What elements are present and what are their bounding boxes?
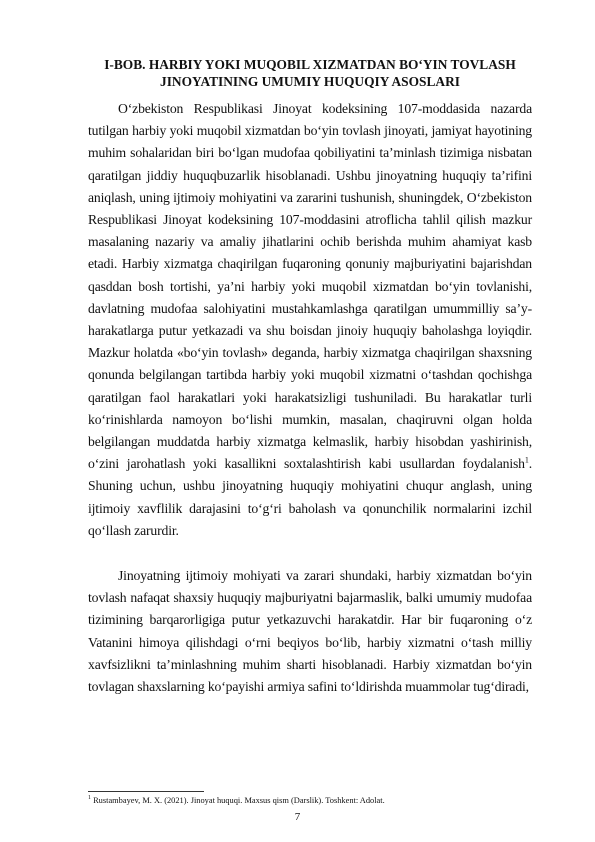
- footnote-marker: 1: [88, 795, 91, 802]
- chapter-title-line-1: I-BOB. HARBIY YOKI MUQOBIL XIZMATDAN BO‘YIN TOVLASH: [104, 57, 516, 72]
- body-paragraph-1: [88, 98, 532, 542]
- footnote-text: Rustambayev, M. X. (2021). Jinoyat huquqi. Maxsus qism (Darslik). Toshkent: Adolat.: [91, 796, 385, 805]
- body-paragraph-2: Jinoyatning ijtimoiy mohiyati va zarari shundaki, harbiy xizmatdan bo‘yin tovlash nafaqat shaxsiy huquqiy majburiyatni bajarmaslik, balki umumiy mudofaa tizimining barqarorligiga putur yetkazuvchi harakatdir. Har bir fuqaroning o‘z Vatanini himoya qilishdagi o‘rni beqiyos bo‘lib, harbiy xizmatni o‘tash milliy xavfsizlikni ta’minlashning muhim sharti hisoblanadi. Harbiy xizmatdan bo‘yin tovlagan shaxslarning ko‘payishi armiya safini to‘ldirishda muammolar tug‘diradi,: [88, 568, 532, 695]
- footnote: [88, 795, 532, 806]
- footnote-reference[interactable]: 1: [524, 455, 529, 465]
- paragraph-1-tail: . Shuning uchun, ushbu jinoyatning huquqiy mohiyatini chuqur anglash, uning ijtimoiy xavflilik darajasini to‘g‘ri baholash va qonunchilik normalarini izchil qo‘llash zarurdir.: [88, 456, 532, 538]
- page-number: 7: [294, 811, 301, 823]
- chapter-title-line-2: JINOYATINING UMUMIY HUQUQIY ASOSLARI: [160, 74, 460, 89]
- paragraph-1-text: O‘zbekiston Respublikasi Jinoyat kodeksining 107-moddasida nazarda tutilgan harbiy yoki muqobil xizmatdan bo‘yin tovlash jinoyati, jamiyat hayotining muhim sohalaridan biri bo‘lgan mudofaa qobiliyatini ta’minlash tizimiga nisbatan qaratilgan jiddiy huquqbuzarlik hisoblanadi. Ushbu jinoyatning huquqiy ta’rifini aniqlash, uning ijtimoiy mohiyatini va zararini tushunish, shuningdek, O‘zbekiston Respublikasi Jinoyat kodeksining 107-moddasini atroflicha tahlil qilish mazkur masalaning nazariy va amaliy jihatlarini ochib berishda muhim ahamiyat kasb etadi. Harbiy xizmatga chaqirilgan fuqaroning qonuniy majburiyatini bajarishdan qasddan bosh tortishi, ya’ni harbiy yoki muqobil xizmatdan bo‘yin tovlanishi, davlatning mudofaa salohiyatini mustahkamlashga qaratilgan umummilliy sa’y-harakatlarga putur yetkazadi va shu boisdan jinoiy huquqiy baholashga loyiqdir. Mazkur holatda «bo‘yin tovlash» deganda, harbiy xizmatga chaqirilgan shaxsning qonunda belgilangan tartibda harbiy yoki muqobil xizmatni o‘tashdan qochishga qaratilgan faol harakatlari yoki harakatsizligi tushuniladi. Bu harakatlar turli ko‘rinishlarda namoyon bo‘lishi mumkin, masalan, chaqiruvni olgan holda belgilangan muddatda harbiy xizmatga kelmaslik, harbiy hisobdan yashirinish, o‘zini jarohatlash yoki kasallikni soxtalashtirish kabi usullardan foydalanish: [88, 101, 532, 472]
- footnote-divider: [88, 791, 204, 792]
